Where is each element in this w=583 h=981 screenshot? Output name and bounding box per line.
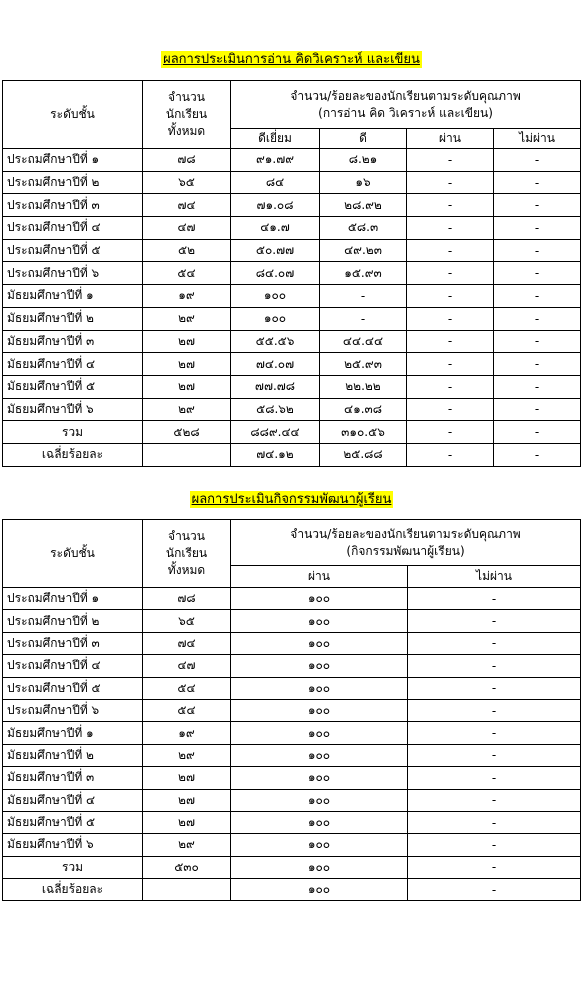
table-row (3, 149, 581, 172)
header-fail: ไม่ผ่าน (408, 566, 581, 588)
table1-title (0, 48, 583, 69)
cell-level: มัธยมศึกษาปีที่ ๓ (3, 767, 143, 789)
cell-c1: ๑๐๐ (231, 811, 408, 833)
table-row (3, 811, 581, 833)
cell-level: ประถมศึกษาปีที่ ๖ (3, 699, 143, 721)
table-row (3, 171, 581, 194)
cell-c1: ๑๐๐ (231, 722, 408, 744)
cell-level: มัธยมศึกษาปีที่ ๕ (3, 375, 143, 398)
cell-c4: - (494, 330, 581, 353)
table-row (3, 632, 581, 654)
cell-count: ๕๔ (143, 699, 231, 721)
cell-c1: ๑๐๐ (231, 744, 408, 766)
cell-c2: - (408, 588, 581, 610)
cell-c1: ๘๔ (231, 171, 320, 194)
cell-c4: - (494, 375, 581, 398)
table-row (3, 789, 581, 811)
cell-level: มัธยมศึกษาปีที่ ๔ (3, 353, 143, 376)
cell-count: ๒๙ (143, 307, 231, 330)
table-row (3, 677, 581, 699)
cell-c1: ๑๐๐ (231, 588, 408, 610)
cell-count: ๒๗ (143, 811, 231, 833)
cell-count: ๒๙ (143, 744, 231, 766)
cell-level: มัธยมศึกษาปีที่ ๑ (3, 285, 143, 308)
cell-c4: - (494, 262, 581, 285)
header-fail: ไม่ผ่าน (494, 129, 581, 149)
cell-c3: - (407, 171, 494, 194)
cell-c1: ๑๐๐ (231, 307, 320, 330)
average-row (3, 443, 581, 466)
cell-c4: - (494, 353, 581, 376)
header-quality-group (231, 81, 581, 129)
table-row (3, 744, 581, 766)
cell-c2: ๘.๒๑ (320, 149, 407, 172)
cell-count: ๕๒ (143, 239, 231, 262)
table-row (3, 767, 581, 789)
table-row (3, 722, 581, 744)
cell-level: มัธยมศึกษาปีที่ ๒ (3, 307, 143, 330)
cell-c2: ๕๘.๓ (320, 217, 407, 240)
cell-c2: - (408, 811, 581, 833)
cell-c2: - (408, 789, 581, 811)
header-pass: ผ่าน (407, 129, 494, 149)
cell-level: มัธยมศึกษาปีที่ ๖ (3, 834, 143, 856)
cell-c3: - (407, 307, 494, 330)
cell-c1: ๑๐๐ (231, 699, 408, 721)
cell-c2: ๒๒.๒๒ (320, 375, 407, 398)
header-student-count (143, 81, 231, 149)
cell-c2: - (408, 722, 581, 744)
cell-c1: ๘๔.๐๗ (231, 262, 320, 285)
cell-c2: ๒๕.๘๘ (320, 443, 407, 466)
cell-c3: - (407, 262, 494, 285)
cell-c3: - (407, 398, 494, 421)
cell-level: มัธยมศึกษาปีที่ ๒ (3, 744, 143, 766)
cell-count: ๕๔ (143, 677, 231, 699)
cell-c2: ๔๙.๒๓ (320, 239, 407, 262)
cell-c1: ๕๘.๖๒ (231, 398, 320, 421)
cell-c4: - (494, 307, 581, 330)
table-row (3, 834, 581, 856)
cell-c2: ๔๔.๔๔ (320, 330, 407, 353)
table-row (3, 217, 581, 240)
cell-c3: - (407, 443, 494, 466)
header-group-line2: (กิจกรรมพัฒนาผู้เรียน) (346, 543, 465, 558)
cell-c4: - (494, 217, 581, 240)
header-good: ดี (320, 129, 407, 149)
cell-c4: - (494, 239, 581, 262)
cell-c2: ๑๕.๙๓ (320, 262, 407, 285)
cell-level: ประถมศึกษาปีที่ ๖ (3, 262, 143, 285)
cell-count: ๖๕ (143, 171, 231, 194)
cell-level: ประถมศึกษาปีที่ ๑ (3, 149, 143, 172)
header-group-line1: จำนวน/ร้อยละของนักเรียนตามระดับคุณภาพ (290, 526, 521, 541)
table-row (3, 610, 581, 632)
cell-count: ๒๗ (143, 353, 231, 376)
header-quality-group (231, 520, 581, 566)
cell-c3: - (407, 421, 494, 444)
cell-c1: ๑๐๐ (231, 610, 408, 632)
cell-c3: - (407, 330, 494, 353)
cell-c2: - (408, 834, 581, 856)
cell-c2: ๒๘.๙๒ (320, 194, 407, 217)
cell-level: มัธยมศึกษาปีที่ ๓ (3, 330, 143, 353)
cell-count: ๔๗ (143, 655, 231, 677)
cell-c3: - (407, 285, 494, 308)
cell-c4: - (494, 398, 581, 421)
cell-c3: - (407, 353, 494, 376)
cell-c1: ๑๐๐ (231, 767, 408, 789)
cell-c3: - (407, 217, 494, 240)
header-pass: ผ่าน (231, 566, 408, 588)
cell-count: ๗๘ (143, 149, 231, 172)
cell-count (143, 443, 231, 466)
cell-count: ๗๔ (143, 194, 231, 217)
cell-count: ๑๙ (143, 722, 231, 744)
header-student-count (143, 520, 231, 588)
cell-level: ประถมศึกษาปีที่ ๒ (3, 171, 143, 194)
cell-count: ๕๓๐ (143, 856, 231, 878)
cell-count (143, 879, 231, 901)
table-row (3, 239, 581, 262)
cell-level: มัธยมศึกษาปีที่ ๖ (3, 398, 143, 421)
cell-level: ประถมศึกษาปีที่ ๓ (3, 632, 143, 654)
cell-count: ๒๗ (143, 330, 231, 353)
cell-count: ๒๗ (143, 375, 231, 398)
header-count-line1: จำนวน (168, 529, 205, 543)
header-group-line1: จำนวน/ร้อยละของนักเรียนตามระดับคุณภาพ (290, 88, 521, 103)
header-count-line2: นักเรียน (165, 107, 208, 121)
header-level: ระดับชั้น (3, 520, 143, 588)
cell-c4: - (494, 171, 581, 194)
total-row (3, 856, 581, 878)
table-row (3, 262, 581, 285)
header-level: ระดับชั้น (3, 81, 143, 149)
activity-assessment-table (2, 519, 581, 901)
cell-c1: ๑๐๐ (231, 856, 408, 878)
cell-c2: - (408, 677, 581, 699)
header-count-line1: จำนวน (168, 90, 205, 104)
cell-count: ๗๔ (143, 632, 231, 654)
cell-c4: - (494, 194, 581, 217)
cell-c1: ๕๐.๗๗ (231, 239, 320, 262)
cell-c1: ๗๔.๐๗ (231, 353, 320, 376)
cell-level: ประถมศึกษาปีที่ ๕ (3, 239, 143, 262)
cell-level: ประถมศึกษาปีที่ ๑ (3, 588, 143, 610)
cell-c1: ๑๐๐ (231, 632, 408, 654)
table-row (3, 588, 581, 610)
cell-level: ประถมศึกษาปีที่ ๕ (3, 677, 143, 699)
header-group-line2: (การอ่าน คิด วิเคราะห์ และเขียน) (318, 105, 493, 120)
cell-count: ๑๙ (143, 285, 231, 308)
cell-c3: - (407, 149, 494, 172)
cell-level: มัธยมศึกษาปีที่ ๕ (3, 811, 143, 833)
cell-c3: - (407, 194, 494, 217)
cell-level: มัธยมศึกษาปีที่ ๔ (3, 789, 143, 811)
cell-c1: ๗๔.๑๒ (231, 443, 320, 466)
cell-count: ๒๗ (143, 767, 231, 789)
table-row (3, 699, 581, 721)
cell-count: ๒๙ (143, 834, 231, 856)
cell-c2: - (408, 699, 581, 721)
cell-c2: - (408, 856, 581, 878)
header-count-line3: ทั้งหมด (167, 563, 206, 577)
table1-title-text: ผลการประเมินการอ่าน คิดวิเคราะห์ และเขียน (163, 52, 420, 67)
cell-level: เฉลี่ยร้อยละ (3, 879, 143, 901)
cell-c1: ๙๑.๗๙ (231, 149, 320, 172)
cell-c1: ๑๐๐ (231, 789, 408, 811)
cell-level: เฉลี่ยร้อยละ (3, 443, 143, 466)
cell-c4: - (494, 149, 581, 172)
cell-c2: - (408, 610, 581, 632)
cell-c2: - (320, 307, 407, 330)
cell-c4: - (494, 443, 581, 466)
reading-assessment-table (2, 80, 581, 467)
table2-title (0, 488, 583, 509)
table-row (3, 655, 581, 677)
cell-c2: ๔๑.๓๘ (320, 398, 407, 421)
cell-level: ประถมศึกษาปีที่ ๔ (3, 217, 143, 240)
cell-level: รวม (3, 856, 143, 878)
cell-c2: - (408, 879, 581, 901)
cell-c4: - (494, 285, 581, 308)
header-excellent: ดีเยี่ยม (231, 129, 320, 149)
cell-c2: - (408, 767, 581, 789)
cell-c2: ๑๖ (320, 171, 407, 194)
cell-c2: - (320, 285, 407, 308)
table2-title-text: ผลการประเมินกิจกรรมพัฒนาผู้เรียน (191, 492, 392, 507)
table-row (3, 353, 581, 376)
header-count-line2: นักเรียน (165, 546, 208, 560)
table-row (3, 307, 581, 330)
cell-count: ๒๙ (143, 398, 231, 421)
cell-level: ประถมศึกษาปีที่ ๔ (3, 655, 143, 677)
cell-count: ๖๕ (143, 610, 231, 632)
average-row (3, 879, 581, 901)
table-row (3, 398, 581, 421)
table-row (3, 330, 581, 353)
cell-c2: ๓๑๐.๕๖ (320, 421, 407, 444)
cell-count: ๒๗ (143, 789, 231, 811)
cell-c2: - (408, 744, 581, 766)
cell-level: ประถมศึกษาปีที่ ๓ (3, 194, 143, 217)
cell-c2: - (408, 632, 581, 654)
cell-c1: ๑๐๐ (231, 655, 408, 677)
cell-c2: ๒๕.๙๓ (320, 353, 407, 376)
cell-c1: ๑๐๐ (231, 879, 408, 901)
cell-count: ๕๒๘ (143, 421, 231, 444)
cell-c1: ๑๐๐ (231, 285, 320, 308)
cell-c1: ๗๗.๗๘ (231, 375, 320, 398)
table-row (3, 375, 581, 398)
cell-level: มัธยมศึกษาปีที่ ๑ (3, 722, 143, 744)
cell-c1: ๕๕.๕๖ (231, 330, 320, 353)
table-row (3, 285, 581, 308)
table-row (3, 194, 581, 217)
cell-count: ๔๗ (143, 217, 231, 240)
cell-c1: ๑๐๐ (231, 834, 408, 856)
cell-c1: ๑๐๐ (231, 677, 408, 699)
cell-c1: ๔๑.๗ (231, 217, 320, 240)
cell-c3: - (407, 375, 494, 398)
header-count-line3: ทั้งหมด (167, 124, 206, 138)
total-row (3, 421, 581, 444)
cell-c2: - (408, 655, 581, 677)
cell-level: ประถมศึกษาปีที่ ๒ (3, 610, 143, 632)
cell-level: รวม (3, 421, 143, 444)
cell-c1: ๘๘๙.๔๔ (231, 421, 320, 444)
cell-c1: ๗๑.๐๘ (231, 194, 320, 217)
cell-c4: - (494, 421, 581, 444)
cell-c3: - (407, 239, 494, 262)
cell-count: ๕๔ (143, 262, 231, 285)
cell-count: ๗๘ (143, 588, 231, 610)
